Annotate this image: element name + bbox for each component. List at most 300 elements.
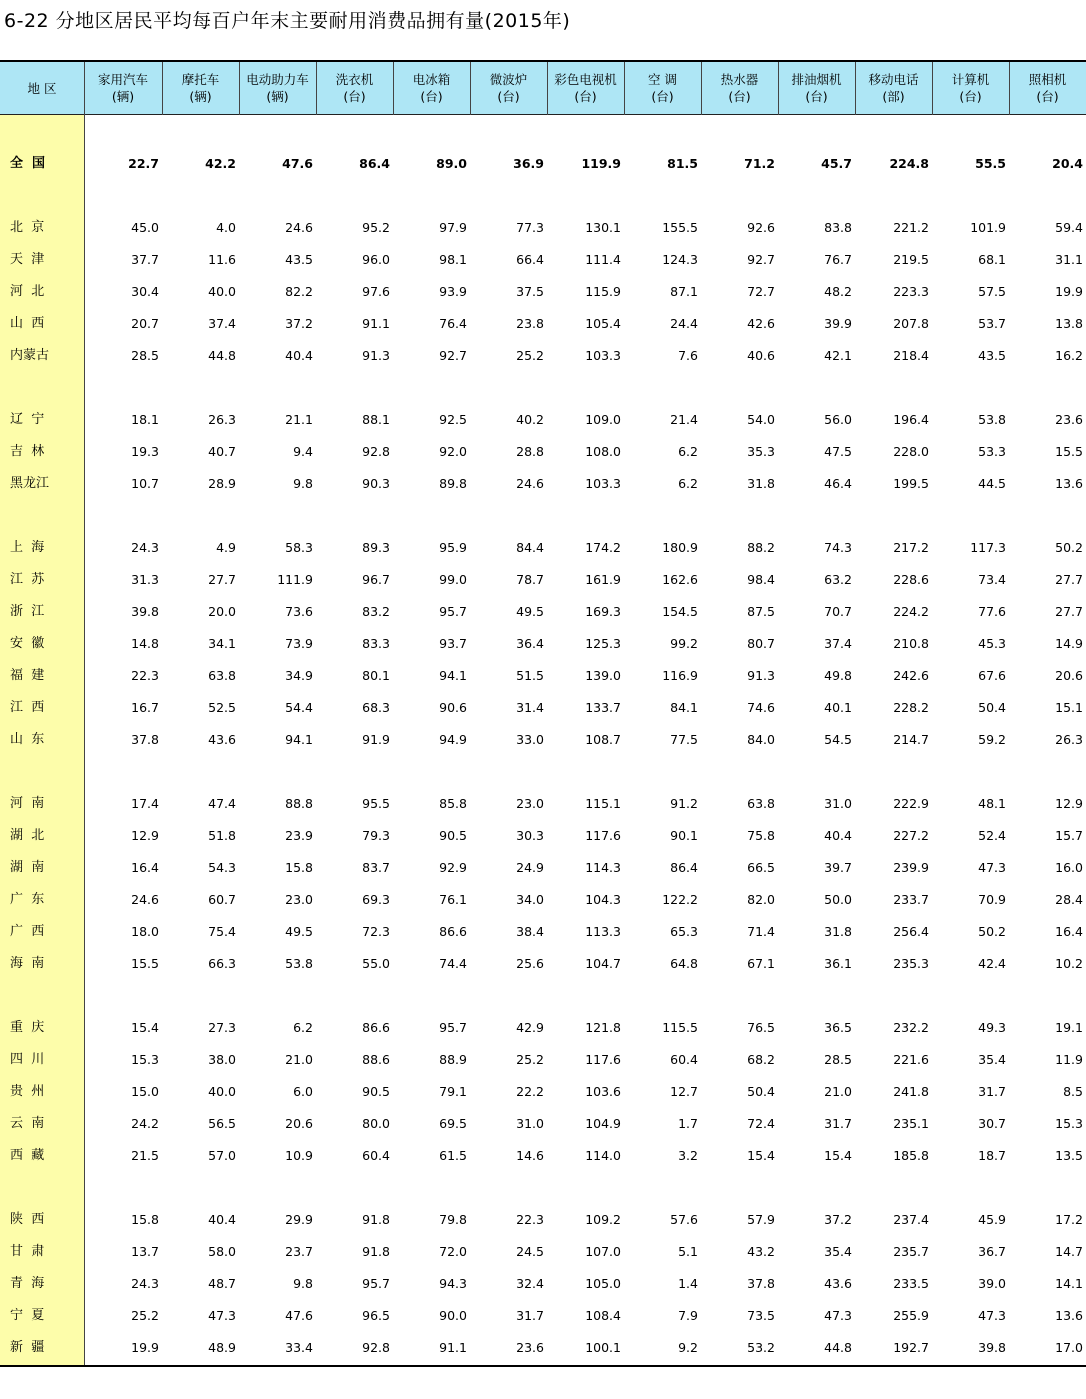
value-cell: 31.4 xyxy=(516,700,544,715)
value-cell: 113.3 xyxy=(585,924,621,939)
value-cell: 83.8 xyxy=(824,220,852,235)
value-cell: 77.6 xyxy=(978,604,1006,619)
value-cell: 15.5 xyxy=(131,956,159,971)
value-cell: 67.6 xyxy=(978,668,1006,683)
value-cell: 61.5 xyxy=(439,1148,467,1163)
value-cell: 228.2 xyxy=(893,700,929,715)
value-cell: 24.5 xyxy=(516,1244,544,1259)
value-cell: 35.4 xyxy=(978,1052,1006,1067)
region-name: 重 庆 xyxy=(10,1020,45,1035)
value-cell: 42.9 xyxy=(516,1020,544,1035)
value-cell: 76.5 xyxy=(747,1020,775,1035)
value-cell: 25.6 xyxy=(516,956,544,971)
value-cell: 80.0 xyxy=(362,1116,390,1131)
value-cell: 77.3 xyxy=(516,220,544,235)
table-row xyxy=(0,408,1086,432)
value-cell: 122.2 xyxy=(662,892,698,907)
value-cell: 3.2 xyxy=(678,1148,698,1163)
value-cell: 27.7 xyxy=(208,572,236,587)
column-header xyxy=(701,62,778,114)
region-name: 天 津 xyxy=(10,252,45,267)
region-name: 北 京 xyxy=(10,220,45,235)
value-cell: 51.8 xyxy=(208,828,236,843)
value-cell: 84.4 xyxy=(516,540,544,555)
value-cell: 24.2 xyxy=(131,1116,159,1131)
value-cell: 81.5 xyxy=(667,156,698,171)
national-row xyxy=(0,152,1086,176)
column-header xyxy=(393,62,470,114)
value-cell: 242.6 xyxy=(893,668,929,683)
region-name: 江 西 xyxy=(10,700,45,715)
table-row xyxy=(0,824,1086,848)
value-cell: 94.1 xyxy=(285,732,313,747)
value-cell: 5.1 xyxy=(678,1244,698,1259)
value-cell: 92.8 xyxy=(362,1340,390,1355)
value-cell: 83.7 xyxy=(362,860,390,875)
value-cell: 92.7 xyxy=(747,252,775,267)
region-name: 新 疆 xyxy=(10,1340,45,1355)
value-cell: 15.3 xyxy=(1055,1116,1083,1131)
value-cell: 38.0 xyxy=(208,1052,236,1067)
value-cell: 29.9 xyxy=(285,1212,313,1227)
value-cell: 36.5 xyxy=(824,1020,852,1035)
value-cell: 21.5 xyxy=(131,1148,159,1163)
value-cell: 87.5 xyxy=(747,604,775,619)
value-cell: 9.8 xyxy=(293,1276,313,1291)
value-cell: 40.4 xyxy=(824,828,852,843)
region-name: 湖 南 xyxy=(10,860,45,875)
value-cell: 23.0 xyxy=(285,892,313,907)
value-cell: 66.4 xyxy=(516,252,544,267)
value-cell: 45.7 xyxy=(821,156,852,171)
value-cell: 27.3 xyxy=(208,1020,236,1035)
value-cell: 45.9 xyxy=(978,1212,1006,1227)
value-cell: 6.0 xyxy=(293,1084,313,1099)
table-row xyxy=(0,920,1086,944)
value-cell: 94.9 xyxy=(439,732,467,747)
region-name: 浙 江 xyxy=(10,604,45,619)
value-cell: 100.1 xyxy=(585,1340,621,1355)
value-cell: 31.1 xyxy=(1055,252,1083,267)
value-cell: 92.9 xyxy=(439,860,467,875)
value-cell: 98.4 xyxy=(747,572,775,587)
value-cell: 107.0 xyxy=(585,1244,621,1259)
value-cell: 104.3 xyxy=(585,892,621,907)
value-cell: 98.1 xyxy=(439,252,467,267)
value-cell: 37.4 xyxy=(208,316,236,331)
column-header-unit: (辆) xyxy=(189,89,212,104)
value-cell: 49.8 xyxy=(824,668,852,683)
value-cell: 89.0 xyxy=(436,156,467,171)
table-row xyxy=(0,696,1086,720)
region-name: 黑龙江 xyxy=(10,476,50,491)
value-cell: 19.1 xyxy=(1055,1020,1083,1035)
region-name: 西 藏 xyxy=(10,1148,45,1163)
region-name: 福 建 xyxy=(10,668,45,683)
region-name: 河 北 xyxy=(10,284,45,299)
value-cell: 63.2 xyxy=(824,572,852,587)
table-row xyxy=(0,344,1086,368)
value-cell: 87.1 xyxy=(670,284,698,299)
value-cell: 16.0 xyxy=(1055,860,1083,875)
value-cell: 88.2 xyxy=(747,540,775,555)
value-cell: 44.8 xyxy=(824,1340,852,1355)
value-cell: 96.5 xyxy=(362,1308,390,1323)
column-header-unit: (部) xyxy=(882,89,905,104)
value-cell: 13.6 xyxy=(1055,1308,1083,1323)
value-cell: 84.1 xyxy=(670,700,698,715)
value-cell: 13.5 xyxy=(1055,1148,1083,1163)
value-cell: 14.7 xyxy=(1055,1244,1083,1259)
value-cell: 57.5 xyxy=(978,284,1006,299)
value-cell: 14.1 xyxy=(1055,1276,1083,1291)
column-header-name: 彩色电视机 xyxy=(554,72,617,87)
table-row xyxy=(0,280,1086,304)
value-cell: 28.8 xyxy=(516,444,544,459)
table-row xyxy=(0,312,1086,336)
value-cell: 73.4 xyxy=(978,572,1006,587)
value-cell: 21.1 xyxy=(285,412,313,427)
value-cell: 54.4 xyxy=(285,700,313,715)
value-cell: 82.0 xyxy=(747,892,775,907)
value-cell: 47.3 xyxy=(208,1308,236,1323)
value-cell: 57.0 xyxy=(208,1148,236,1163)
value-cell: 43.6 xyxy=(824,1276,852,1291)
column-header-name: 洗衣机 xyxy=(335,72,374,87)
column-header xyxy=(316,62,393,114)
value-cell: 20.6 xyxy=(1055,668,1083,683)
value-cell: 12.9 xyxy=(131,828,159,843)
value-cell: 219.5 xyxy=(893,252,929,267)
value-cell: 31.0 xyxy=(824,796,852,811)
table-row xyxy=(0,1304,1086,1328)
value-cell: 108.4 xyxy=(585,1308,621,1323)
value-cell: 13.7 xyxy=(131,1244,159,1259)
value-cell: 45.0 xyxy=(131,220,159,235)
value-cell: 15.1 xyxy=(1055,700,1083,715)
region-name: 江 苏 xyxy=(10,572,45,587)
value-cell: 76.4 xyxy=(439,316,467,331)
value-cell: 74.3 xyxy=(824,540,852,555)
value-cell: 57.6 xyxy=(670,1212,698,1227)
value-cell: 79.3 xyxy=(362,828,390,843)
column-header xyxy=(932,62,1009,114)
value-cell: 66.3 xyxy=(208,956,236,971)
value-cell: 91.9 xyxy=(362,732,390,747)
value-cell: 37.5 xyxy=(516,284,544,299)
value-cell: 30.3 xyxy=(516,828,544,843)
region-name: 宁 夏 xyxy=(10,1308,45,1323)
column-header-unit: (台) xyxy=(651,89,674,104)
value-cell: 19.3 xyxy=(131,444,159,459)
value-cell: 180.9 xyxy=(662,540,698,555)
column-header-unit: (台) xyxy=(343,89,366,104)
value-cell: 34.0 xyxy=(516,892,544,907)
value-cell: 36.7 xyxy=(978,1244,1006,1259)
value-cell: 103.3 xyxy=(585,476,621,491)
table-row xyxy=(0,536,1086,560)
column-header-name: 家用汽车 xyxy=(97,72,148,87)
value-cell: 108.0 xyxy=(585,444,621,459)
value-cell: 50.2 xyxy=(978,924,1006,939)
value-cell: 24.6 xyxy=(516,476,544,491)
value-cell: 115.5 xyxy=(662,1020,698,1035)
value-cell: 24.6 xyxy=(285,220,313,235)
value-cell: 75.4 xyxy=(208,924,236,939)
table-row xyxy=(0,1336,1086,1360)
region-name: 陕 西 xyxy=(10,1212,45,1227)
value-cell: 139.0 xyxy=(585,668,621,683)
value-cell: 74.6 xyxy=(747,700,775,715)
value-cell: 155.5 xyxy=(662,220,698,235)
value-cell: 89.8 xyxy=(439,476,467,491)
value-cell: 31.3 xyxy=(131,572,159,587)
value-cell: 1.4 xyxy=(678,1276,698,1291)
value-cell: 114.3 xyxy=(585,860,621,875)
value-cell: 23.6 xyxy=(516,1340,544,1355)
column-header-name: 计算机 xyxy=(951,72,990,87)
value-cell: 4.9 xyxy=(216,540,236,555)
value-cell: 47.4 xyxy=(208,796,236,811)
value-cell: 224.8 xyxy=(889,156,929,171)
value-cell: 24.3 xyxy=(131,540,159,555)
value-cell: 10.2 xyxy=(1055,956,1083,971)
value-cell: 39.8 xyxy=(131,604,159,619)
value-cell: 31.7 xyxy=(824,1116,852,1131)
value-cell: 22.3 xyxy=(516,1212,544,1227)
value-cell: 39.7 xyxy=(824,860,852,875)
value-cell: 14.8 xyxy=(131,636,159,651)
value-cell: 47.6 xyxy=(282,156,313,171)
column-header xyxy=(84,62,162,114)
value-cell: 28.9 xyxy=(208,476,236,491)
region-name: 四 川 xyxy=(10,1052,45,1067)
region-name: 内蒙古 xyxy=(10,348,50,363)
value-cell: 111.4 xyxy=(585,252,621,267)
value-cell: 218.4 xyxy=(893,348,929,363)
value-cell: 86.6 xyxy=(439,924,467,939)
value-cell: 38.4 xyxy=(516,924,544,939)
table-row xyxy=(0,664,1086,688)
value-cell: 42.1 xyxy=(824,348,852,363)
value-cell: 30.4 xyxy=(131,284,159,299)
value-cell: 109.0 xyxy=(585,412,621,427)
value-cell: 185.8 xyxy=(893,1148,929,1163)
value-cell: 90.0 xyxy=(439,1308,467,1323)
value-cell: 19.9 xyxy=(1055,284,1083,299)
value-cell: 58.0 xyxy=(208,1244,236,1259)
value-cell: 37.4 xyxy=(824,636,852,651)
value-cell: 7.9 xyxy=(678,1308,698,1323)
value-cell: 25.2 xyxy=(131,1308,159,1323)
value-cell: 117.3 xyxy=(970,540,1006,555)
value-cell: 59.4 xyxy=(1055,220,1083,235)
column-header xyxy=(1009,62,1086,114)
value-cell: 199.5 xyxy=(893,476,929,491)
value-cell: 16.2 xyxy=(1055,348,1083,363)
value-cell: 91.3 xyxy=(362,348,390,363)
table-row xyxy=(0,792,1086,816)
value-cell: 93.9 xyxy=(439,284,467,299)
value-cell: 44.5 xyxy=(978,476,1006,491)
value-cell: 40.4 xyxy=(285,348,313,363)
value-cell: 48.9 xyxy=(208,1340,236,1355)
value-cell: 11.9 xyxy=(1055,1052,1083,1067)
column-header xyxy=(778,62,855,114)
value-cell: 54.3 xyxy=(208,860,236,875)
value-cell: 125.3 xyxy=(585,636,621,651)
value-cell: 4.0 xyxy=(216,220,236,235)
value-cell: 54.0 xyxy=(747,412,775,427)
value-cell: 95.2 xyxy=(362,220,390,235)
value-cell: 15.5 xyxy=(1055,444,1083,459)
value-cell: 35.3 xyxy=(747,444,775,459)
column-header xyxy=(855,62,932,114)
value-cell: 237.4 xyxy=(893,1212,929,1227)
table-row xyxy=(0,728,1086,752)
value-cell: 43.5 xyxy=(978,348,1006,363)
value-cell: 154.5 xyxy=(662,604,698,619)
column-header-unit: (台) xyxy=(497,89,520,104)
region-name: 湖 北 xyxy=(10,828,45,843)
value-cell: 74.4 xyxy=(439,956,467,971)
value-cell: 88.6 xyxy=(362,1052,390,1067)
value-cell: 90.3 xyxy=(362,476,390,491)
region-header-label: 地 区 xyxy=(27,80,57,96)
value-cell: 15.3 xyxy=(131,1052,159,1067)
region-name: 贵 州 xyxy=(10,1084,45,1099)
value-cell: 23.9 xyxy=(285,828,313,843)
value-cell: 133.7 xyxy=(585,700,621,715)
value-cell: 124.3 xyxy=(662,252,698,267)
table-row xyxy=(0,888,1086,912)
value-cell: 88.8 xyxy=(285,796,313,811)
value-cell: 33.4 xyxy=(285,1340,313,1355)
value-cell: 12.7 xyxy=(670,1084,698,1099)
value-cell: 96.7 xyxy=(362,572,390,587)
value-cell: 235.1 xyxy=(893,1116,929,1131)
value-cell: 76.1 xyxy=(439,892,467,907)
region-name: 海 南 xyxy=(10,956,45,971)
column-header-unit: (辆) xyxy=(111,89,135,104)
value-cell: 89.3 xyxy=(362,540,390,555)
value-cell: 24.4 xyxy=(670,316,698,331)
column-header-unit: (台) xyxy=(1036,89,1059,104)
value-cell: 37.7 xyxy=(131,252,159,267)
value-cell: 47.3 xyxy=(978,1308,1006,1323)
value-cell: 46.4 xyxy=(824,476,852,491)
value-cell: 34.9 xyxy=(285,668,313,683)
value-cell: 15.8 xyxy=(285,860,313,875)
value-cell: 71.4 xyxy=(747,924,775,939)
value-cell: 69.3 xyxy=(362,892,390,907)
value-cell: 93.7 xyxy=(439,636,467,651)
value-cell: 103.6 xyxy=(585,1084,621,1099)
column-header-name: 热水器 xyxy=(720,72,759,87)
value-cell: 51.5 xyxy=(516,668,544,683)
value-cell: 18.7 xyxy=(978,1148,1006,1163)
value-cell: 21.0 xyxy=(824,1084,852,1099)
value-cell: 50.4 xyxy=(978,700,1006,715)
table-row xyxy=(0,1144,1086,1168)
table-row xyxy=(0,248,1086,272)
value-cell: 8.5 xyxy=(1063,1084,1083,1099)
value-cell: 53.2 xyxy=(747,1340,775,1355)
value-cell: 70.7 xyxy=(824,604,852,619)
value-cell: 40.7 xyxy=(208,444,236,459)
value-cell: 63.8 xyxy=(208,668,236,683)
column-header-name: 移动电话 xyxy=(868,72,919,87)
value-cell: 36.4 xyxy=(516,636,544,651)
region-name: 河 南 xyxy=(10,796,45,811)
value-cell: 228.0 xyxy=(893,444,929,459)
value-cell: 115.9 xyxy=(585,284,621,299)
value-cell: 76.7 xyxy=(824,252,852,267)
value-cell: 50.2 xyxy=(1055,540,1083,555)
value-cell: 39.9 xyxy=(824,316,852,331)
region-name: 山 西 xyxy=(10,316,45,331)
value-cell: 97.6 xyxy=(362,284,390,299)
value-cell: 57.9 xyxy=(747,1212,775,1227)
column-header xyxy=(239,62,316,114)
value-cell: 75.8 xyxy=(747,828,775,843)
value-cell: 86.4 xyxy=(670,860,698,875)
value-cell: 22.7 xyxy=(128,156,159,171)
value-cell: 83.2 xyxy=(362,604,390,619)
value-cell: 95.7 xyxy=(439,604,467,619)
value-cell: 56.0 xyxy=(824,412,852,427)
value-cell: 14.6 xyxy=(516,1148,544,1163)
value-cell: 91.1 xyxy=(439,1340,467,1355)
value-cell: 63.8 xyxy=(747,796,775,811)
value-cell: 210.8 xyxy=(893,636,929,651)
value-cell: 53.8 xyxy=(285,956,313,971)
value-cell: 18.1 xyxy=(131,412,159,427)
value-cell: 31.8 xyxy=(824,924,852,939)
value-cell: 196.4 xyxy=(893,412,929,427)
value-cell: 59.2 xyxy=(978,732,1006,747)
value-cell: 37.2 xyxy=(285,316,313,331)
value-cell: 34.1 xyxy=(208,636,236,651)
value-cell: 44.8 xyxy=(208,348,236,363)
value-cell: 78.7 xyxy=(516,572,544,587)
value-cell: 37.2 xyxy=(824,1212,852,1227)
value-cell: 223.3 xyxy=(893,284,929,299)
value-cell: 27.7 xyxy=(1055,572,1083,587)
value-cell: 68.2 xyxy=(747,1052,775,1067)
value-cell: 90.6 xyxy=(439,700,467,715)
value-cell: 37.8 xyxy=(131,732,159,747)
table-row xyxy=(0,1048,1086,1072)
value-cell: 28.5 xyxy=(131,348,159,363)
value-cell: 14.9 xyxy=(1055,636,1083,651)
value-cell: 222.9 xyxy=(893,796,929,811)
value-cell: 36.1 xyxy=(824,956,852,971)
value-cell: 15.7 xyxy=(1055,828,1083,843)
column-header xyxy=(470,62,547,114)
table-row xyxy=(0,440,1086,464)
value-cell: 92.7 xyxy=(439,348,467,363)
value-cell: 82.2 xyxy=(285,284,313,299)
value-cell: 20.7 xyxy=(131,316,159,331)
value-cell: 92.0 xyxy=(439,444,467,459)
value-cell: 45.3 xyxy=(978,636,1006,651)
value-cell: 90.5 xyxy=(439,828,467,843)
region-name: 甘 肃 xyxy=(10,1244,45,1259)
value-cell: 40.2 xyxy=(516,412,544,427)
column-header-unit: (台) xyxy=(420,89,443,104)
value-cell: 130.1 xyxy=(585,220,621,235)
